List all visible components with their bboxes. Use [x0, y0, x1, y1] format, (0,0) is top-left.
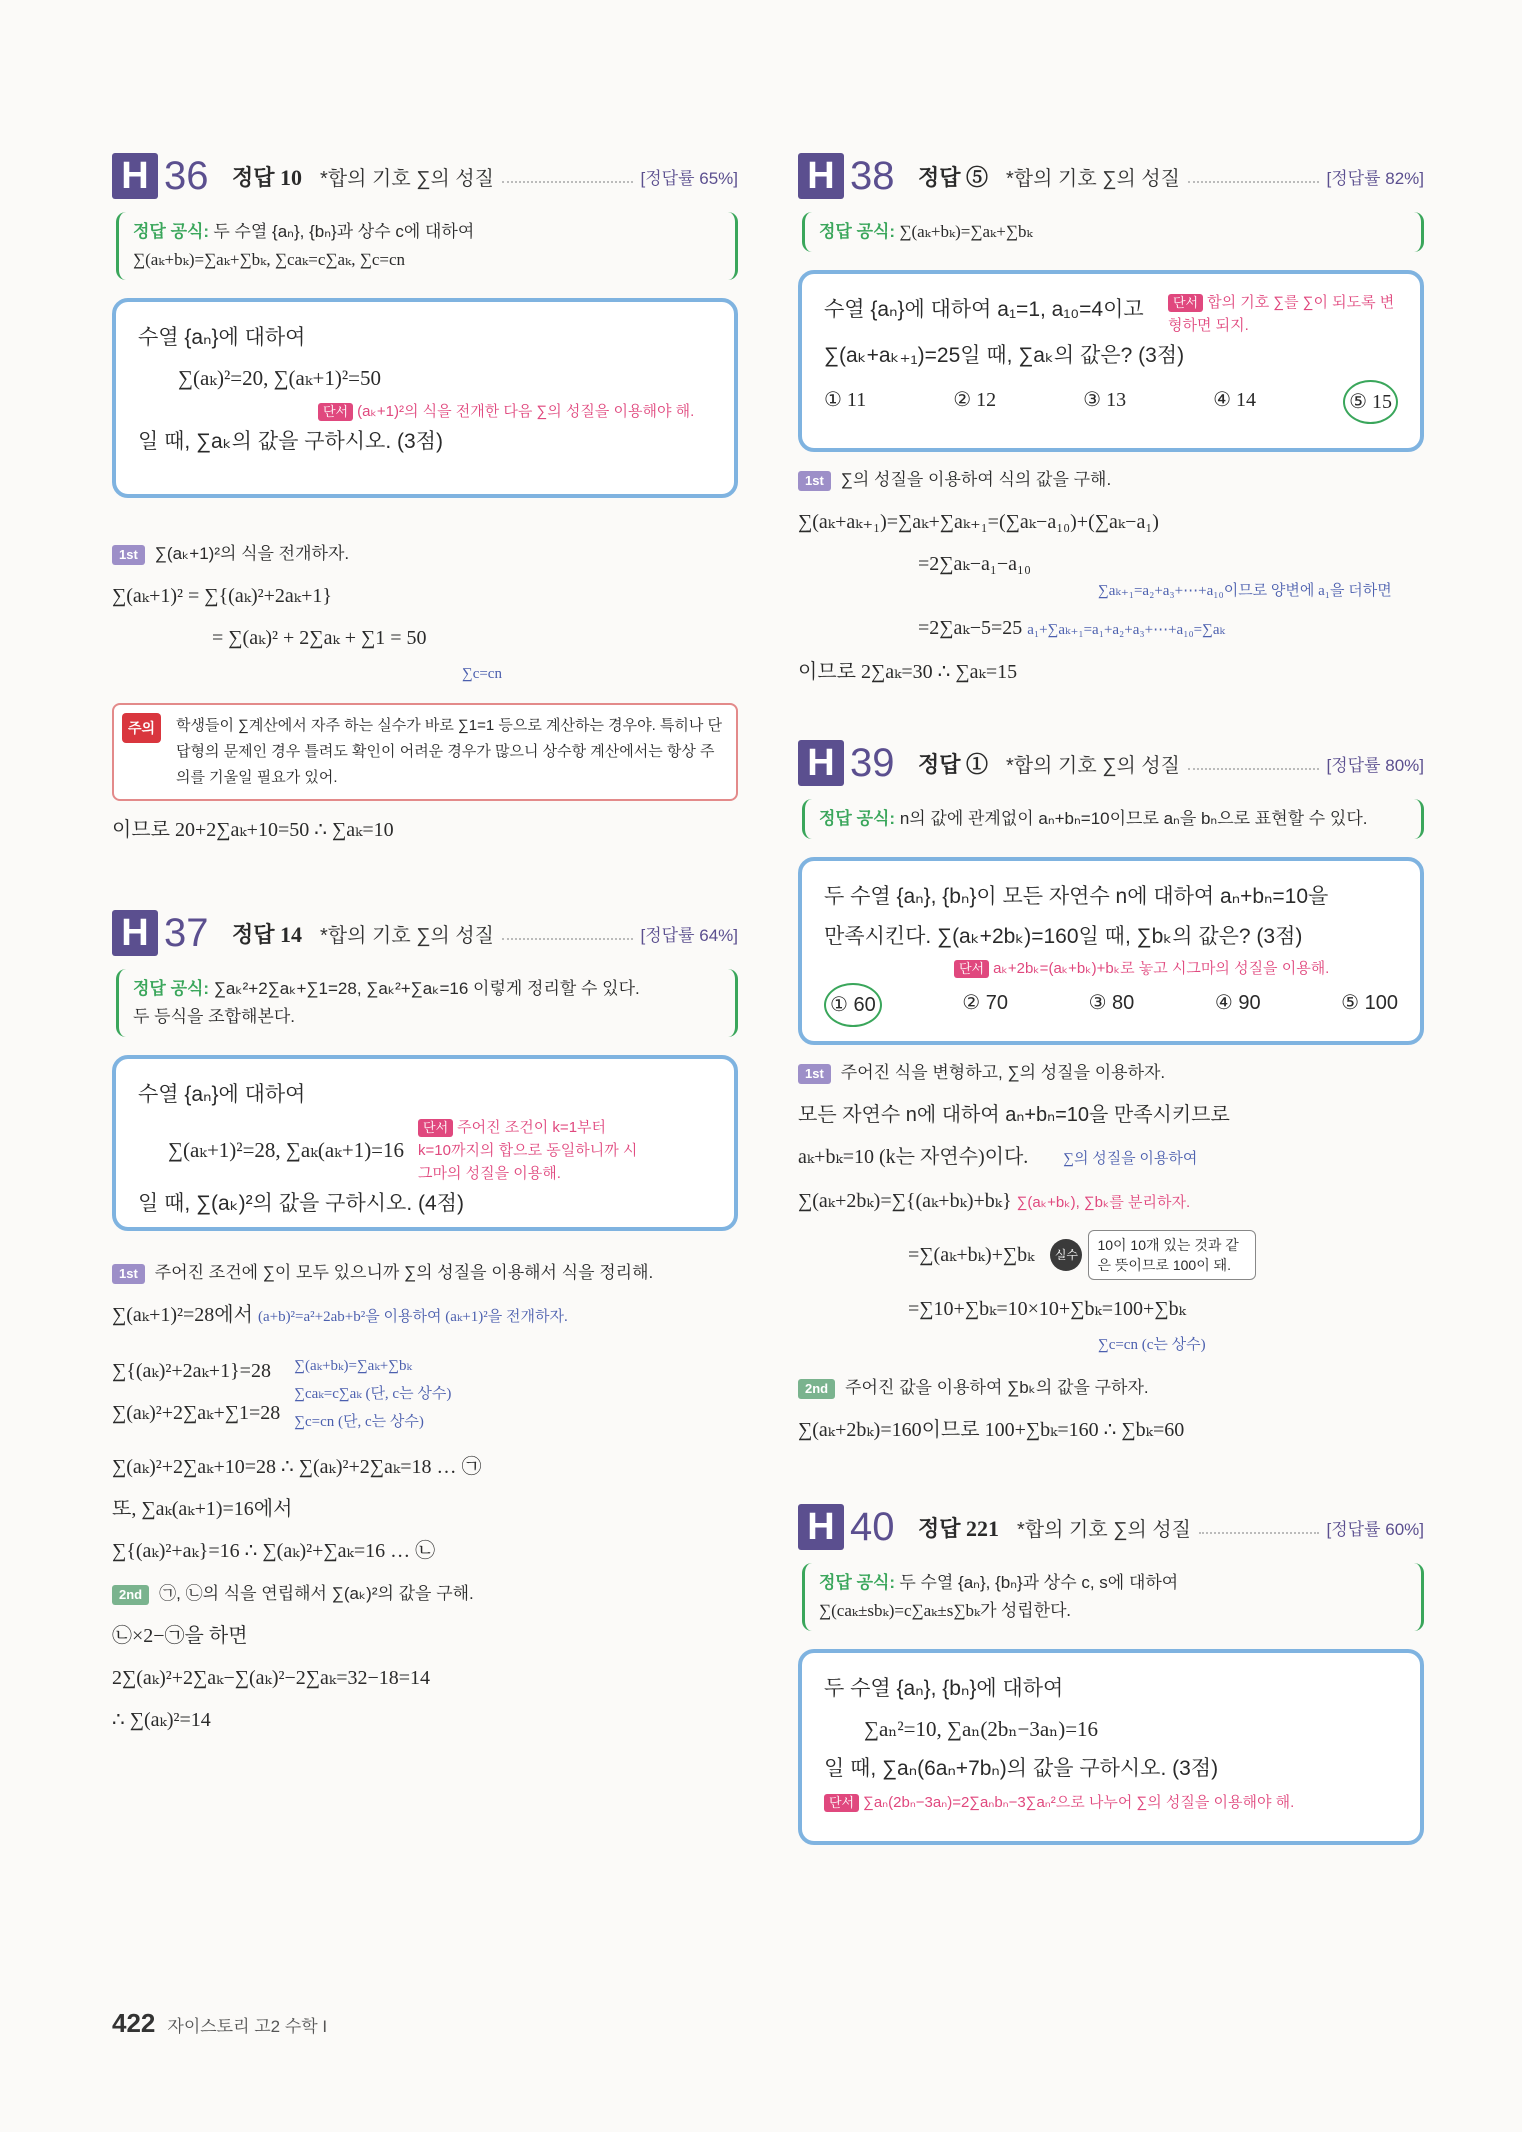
- step-1: [112, 538, 738, 569]
- question-box: [798, 857, 1424, 1045]
- step-2: [112, 1578, 738, 1609]
- page-footer: [112, 2008, 327, 2039]
- formula-label: 정답 공식:: [819, 1573, 896, 1592]
- equation: =2∑aₖ−a₁−a₁₀: [918, 553, 1031, 575]
- solution-line: [798, 1186, 1424, 1216]
- accuracy-rate: [정답률 82%]: [1326, 168, 1424, 188]
- formula-text: n의 값에 관계없이 aₙ+bₙ=10이므로 aₙ을 bₙ으로 표현할 수 있다.: [899, 809, 1368, 828]
- question-equation-row: [138, 1115, 712, 1184]
- hint-text: 주어진 조건이 k=1부터 k=10까지의 합으로 동일하니까 시그마의 성질을 이용해.: [418, 1119, 638, 1182]
- answer-choices: [824, 380, 1398, 424]
- caution-text: 학생들이 ∑계산에서 자주 하는 실수가 바로 ∑1=1 등으로 계산하는 경우야. 특히나 단답형의 문제인 경우 틀려도 확인이 어려운 경우가 많으니 상수항 계산에서는 항상 주의를 기울일 필요가 있어.: [176, 717, 723, 786]
- question-text: 일 때, ∑aₙ(6aₙ+7bₙ)의 값을 구하시오. (3점): [824, 1757, 1219, 1780]
- choice-2[interactable]: ② 70: [962, 992, 1009, 1014]
- page-number: 422: [112, 2008, 156, 2038]
- problem-40: [798, 1501, 1424, 1845]
- question-box: [112, 298, 738, 498]
- problem-header: [798, 150, 1424, 202]
- step-text: 주어진 값을 이용하여 ∑bₖ의 값을 구하자.: [845, 1378, 1149, 1397]
- solution-note: [294, 1352, 451, 1440]
- choice-3[interactable]: ③ 80: [1088, 992, 1135, 1014]
- formula-text: ∑aₖ²+2∑aₖ+∑1=28, ∑aₖ²+∑aₖ=16 이렇게 정리할 수 있다.: [213, 979, 640, 998]
- choice-1-correct[interactable]: ① 60: [824, 983, 882, 1027]
- step-tag: 1st: [112, 545, 145, 565]
- topic-label: *합의 기호 ∑의 성질: [1017, 1518, 1191, 1541]
- answer-formula-box: [116, 969, 738, 1037]
- question-text: ∑(aₖ+aₖ₊₁)=25일 때, ∑aₖ의 값은? (3점): [824, 344, 1185, 367]
- problem-header: [798, 737, 1424, 789]
- dotted-divider: [1188, 169, 1319, 183]
- problem-header: [798, 1501, 1424, 1553]
- problem-number: 40: [850, 1504, 895, 1549]
- hint-tag: 단서: [418, 1119, 453, 1137]
- answer-choices: [824, 983, 1398, 1027]
- answer-label: 정답 ①: [918, 751, 989, 777]
- question-text: 만족시킨다. ∑(aₖ+2bₖ)=160일 때, ∑bₖ의 값은? (3점): [824, 925, 1303, 948]
- equation: ∑(aₖ+2bₖ)=∑{(aₖ+bₖ)+bₖ}: [798, 1190, 1012, 1212]
- problem-badge: H: [798, 740, 844, 786]
- problem-header: [112, 907, 738, 959]
- book-title: 자이스토리 고2 수학 I: [167, 2017, 328, 2036]
- formula-text: ∑(caₖ±sbₖ)=c∑aₖ±s∑bₖ가 성립한다.: [819, 1601, 1071, 1620]
- accuracy-rate: [정답률 64%]: [640, 925, 738, 945]
- problem-36: [112, 150, 738, 845]
- step-text: 주어진 식을 변형하고, ∑의 성질을 이용하자.: [840, 1063, 1166, 1082]
- formula-text: 두 등식을 조합해본다.: [133, 1007, 295, 1026]
- choice-4[interactable]: ④ 14: [1213, 389, 1257, 411]
- problem-badge: H: [112, 153, 158, 199]
- solution-line: ㉡×2−㉠을 하면: [112, 1625, 248, 1647]
- problem-37: [112, 907, 738, 1735]
- problem-number: 38: [850, 153, 895, 198]
- step-text: ∑의 성질을 이용하여 식의 값을 구해.: [840, 470, 1112, 489]
- accuracy-rate: [정답률 60%]: [1326, 1519, 1424, 1539]
- problem-header: [112, 150, 738, 202]
- dotted-divider: [1199, 1520, 1319, 1534]
- hint: [1168, 290, 1398, 336]
- choice-3[interactable]: ③ 13: [1083, 389, 1127, 411]
- accuracy-rate: [정답률 80%]: [1326, 755, 1424, 775]
- question-box: [112, 1055, 738, 1231]
- equation: aₖ+bₖ=10 (k는 자연수)이다.: [798, 1146, 1029, 1168]
- problem-number: 39: [850, 740, 895, 785]
- right-column: [798, 150, 1424, 1845]
- answer-label: 정답 ⑤: [918, 164, 989, 190]
- answer-formula-box: [116, 212, 738, 280]
- solution-note: ∑의 성질을 이용하여: [1063, 1151, 1198, 1167]
- topic-label: *합의 기호 ∑의 성질: [320, 924, 494, 947]
- equation: ∑aₙ²=10, ∑aₙ(2bₙ−3aₙ)=16: [864, 1717, 1099, 1741]
- dotted-divider: [502, 926, 633, 940]
- solution-block: [112, 1344, 738, 1440]
- hint: [824, 1789, 1398, 1813]
- step-tag: 1st: [112, 1264, 145, 1284]
- question-text: 일 때, ∑(aₖ)²의 값을 구하시오. (4점): [138, 1192, 464, 1215]
- problem-badge: H: [798, 153, 844, 199]
- question-row: [824, 290, 1398, 336]
- choice-4[interactable]: ④ 90: [1214, 992, 1261, 1014]
- hint: [824, 957, 1398, 979]
- step-2: [798, 1372, 1424, 1403]
- question-box: [798, 1649, 1424, 1845]
- hint: [138, 398, 712, 422]
- caution-box: [112, 703, 738, 801]
- solution-line: = ∑(aₖ)² + 2∑aₖ + ∑1 = 50: [212, 627, 427, 649]
- hint-tag: 단서: [1168, 294, 1203, 312]
- choice-5[interactable]: ⑤ 100: [1341, 992, 1398, 1014]
- formula-text: 두 수열 {aₙ}, {bₙ}과 상수 c, s에 대하여: [899, 1573, 1179, 1592]
- answer-formula-box: [802, 799, 1424, 839]
- equation: ∑(aₖ+1)²=28에서: [112, 1304, 253, 1326]
- formula-text: ∑(aₖ+bₖ)=∑aₖ+∑bₖ, ∑caₖ=c∑aₖ, ∑c=cn: [133, 250, 406, 269]
- solution-line: ∑(aₖ+aₖ₊₁)=∑aₖ+∑aₖ₊₁=(∑aₖ−a₁₀)+(∑aₖ−a₁): [798, 511, 1159, 533]
- hint-tag: 단서: [318, 403, 353, 421]
- solution-line: [112, 1300, 738, 1332]
- mistake-tag: 실수: [1050, 1239, 1082, 1271]
- equation: ∑(aₖ+1)²=28, ∑aₖ(aₖ+1)=16: [168, 1137, 405, 1162]
- topic-label: *합의 기호 ∑의 성질: [1006, 754, 1180, 777]
- step-tag: 2nd: [798, 1379, 835, 1399]
- problem-badge: H: [798, 1504, 844, 1550]
- solution-line: ∑{(aₖ)²+aₖ}=16 ∴ ∑(aₖ)²+∑aₖ=16 … ㉡: [112, 1540, 436, 1562]
- solution-note: ∑c=cn: [462, 666, 502, 682]
- formula-label: 정답 공식:: [819, 809, 896, 828]
- solution-note: ∑(aₖ+bₖ), ∑bₖ를 분리하자.: [1016, 1194, 1191, 1211]
- problem-number: 37: [164, 910, 209, 955]
- solution-line: [798, 1142, 1424, 1174]
- step-text: 주어진 조건에 ∑이 모두 있으니까 ∑의 성질을 이용해서 식을 정리해.: [154, 1263, 654, 1282]
- solution-line: 2∑(aₖ)²+2∑aₖ−∑(aₖ)²−2∑aₖ=32−18=14: [112, 1667, 431, 1689]
- problem-badge: H: [112, 910, 158, 956]
- answer-formula-box: [802, 1563, 1424, 1631]
- solution-line: ∑{(aₖ)²+2aₖ+1}=28: [112, 1360, 271, 1382]
- question-text: 수열 {aₙ}에 대하여: [138, 326, 306, 349]
- formula-text: ∑(aₖ+bₖ)=∑aₖ+∑bₖ: [899, 222, 1033, 241]
- hint-tag: 단서: [824, 1794, 859, 1812]
- solution-row: [798, 1228, 1424, 1282]
- equation: ∑(aₖ)²=20, ∑(aₖ+1)²=50: [178, 366, 381, 390]
- answer-formula-box: [802, 212, 1424, 252]
- formula-label: 정답 공식:: [133, 222, 210, 241]
- solution-line: 이므로 2∑aₖ=30 ∴ ∑aₖ=15: [798, 661, 1018, 683]
- solution-line: 이므로 20+2∑aₖ+10=50 ∴ ∑aₖ=10: [112, 819, 394, 841]
- step-tag: 1st: [798, 471, 831, 491]
- topic-label: *합의 기호 ∑의 성질: [320, 167, 494, 190]
- caution-tag: 주의: [122, 713, 161, 743]
- solution-note: a₁+∑aₖ₊₁=a₁+a₂+a₃+⋯+a₁₀=∑aₖ: [1027, 622, 1225, 638]
- left-column: [112, 150, 738, 1747]
- choice-5-correct[interactable]: ⑤ 15: [1343, 380, 1398, 424]
- solution-line: =∑10+∑bₖ=10×10+∑bₖ=100+∑bₖ: [908, 1298, 1186, 1320]
- problem-number: 36: [164, 153, 209, 198]
- step-tag: 2nd: [112, 1585, 149, 1605]
- formula-text: 두 수열 {aₙ}, {bₙ}과 상수 c에 대하여: [213, 222, 475, 241]
- question-box: [798, 270, 1424, 452]
- equation-stack: [112, 1344, 280, 1440]
- hint-text: 합의 기호 ∑를 ∑이 되도록 변형하면 되지.: [1168, 294, 1395, 334]
- mistake-text: 10이 10개 있는 것과 같은 뜻이므로 100이 돼.: [1088, 1230, 1256, 1280]
- hint-text: aₖ+2bₖ=(aₖ+bₖ)+bₖ로 놓고 시그마의 성질을 이용해.: [993, 960, 1330, 977]
- step-1: [798, 464, 1424, 495]
- choice-1[interactable]: ① 11: [824, 389, 867, 411]
- solution-line: ∑(aₖ+2bₖ)=160이므로 100+∑bₖ=160 ∴ ∑bₖ=60: [798, 1419, 1185, 1441]
- equation: =2∑aₖ−5=25: [918, 617, 1023, 639]
- solution-line: =∑(aₖ+bₖ)+∑bₖ: [908, 1244, 1035, 1266]
- step-text: ∑(aₖ+1)²의 식을 전개하자.: [154, 544, 350, 563]
- hint: [418, 1115, 638, 1184]
- formula-label: 정답 공식:: [819, 222, 896, 241]
- solution-line: ∑(aₖ)²+2∑aₖ+10=28 ∴ ∑(aₖ)²+2∑aₖ=18 … ㉠: [112, 1456, 482, 1478]
- answer-label: 정답 221: [918, 1515, 1000, 1541]
- question-text: 두 수열 {aₙ}, {bₙ}에 대하여: [824, 1677, 1064, 1700]
- note-line: ∑(aₖ+bₖ)=∑aₖ+∑bₖ: [294, 1358, 412, 1374]
- hint-tag: 단서: [954, 960, 989, 978]
- problem-39: [798, 737, 1424, 1445]
- question-equation: [138, 358, 712, 398]
- solution-line: [798, 549, 1424, 579]
- note-line: ∑caₖ=c∑aₖ (단, c는 상수): [294, 1386, 452, 1402]
- solution-note: (a+b)²=a²+2ab+b²을 이용하여 (aₖ+1)²을 전개하자.: [257, 1309, 568, 1325]
- step-text: ㉠, ㉡의 식을 연립해서 ∑(aₖ)²의 값을 구해.: [159, 1584, 474, 1603]
- step-1: [112, 1257, 738, 1288]
- choice-2[interactable]: ② 12: [953, 389, 997, 411]
- dotted-divider: [502, 169, 633, 183]
- solution-line: ∑(aₖ+1)² = ∑{(aₖ)²+2aₖ+1}: [112, 585, 332, 607]
- solution-line: 모든 자연수 n에 대하여 aₙ+bₙ=10을 만족시키므로: [798, 1104, 1230, 1126]
- question-text: 일 때, ∑aₖ의 값을 구하시오. (3점): [138, 430, 443, 453]
- note-line: ∑c=cn (단, c는 상수): [294, 1414, 424, 1430]
- mistake-note: [1050, 1230, 1256, 1280]
- solution-note: ∑aₖ₊₁=a₂+a₃+⋯+a₁₀이므로 양변에 a₁을 더하면: [1098, 583, 1392, 599]
- solution-line: ∑(aₖ)²+2∑aₖ+∑1=28: [112, 1402, 281, 1424]
- dotted-divider: [1188, 756, 1319, 770]
- problem-38: [798, 150, 1424, 687]
- formula-label: 정답 공식:: [133, 979, 210, 998]
- question-text: 수열 {aₙ}에 대하여 a₁=1, a₁₀=4이고: [824, 298, 1144, 321]
- solution-line: 또, ∑aₖ(aₖ+1)=16에서: [112, 1498, 293, 1520]
- solution-line: [798, 613, 1424, 645]
- topic-label: *합의 기호 ∑의 성질: [1006, 167, 1180, 190]
- solution-note: ∑c=cn (c는 상수): [1098, 1337, 1206, 1353]
- answer-label: 정답 10: [232, 164, 303, 190]
- accuracy-rate: [정답률 65%]: [640, 168, 738, 188]
- hint-text: (aₖ+1)²의 식을 전개한 다음 ∑의 성질을 이용해야 해.: [357, 403, 695, 420]
- hint-text: ∑aₙ(2bₙ−3aₙ)=2∑aₙbₙ−3∑aₙ²으로 나누어 ∑의 성질을 이용해야 해.: [863, 1794, 1295, 1811]
- step-tag: 1st: [798, 1064, 831, 1084]
- question-text: 두 수열 {aₙ}, {bₙ}이 모든 자연수 n에 대하여 aₙ+bₙ=10을: [824, 885, 1329, 908]
- solution-line: ∴ ∑(aₖ)²=14: [112, 1709, 211, 1731]
- answer-label: 정답 14: [232, 921, 303, 947]
- step-1: [798, 1057, 1424, 1088]
- question-text: 수열 {aₙ}에 대하여: [138, 1083, 306, 1106]
- question-equation: [824, 1709, 1398, 1749]
